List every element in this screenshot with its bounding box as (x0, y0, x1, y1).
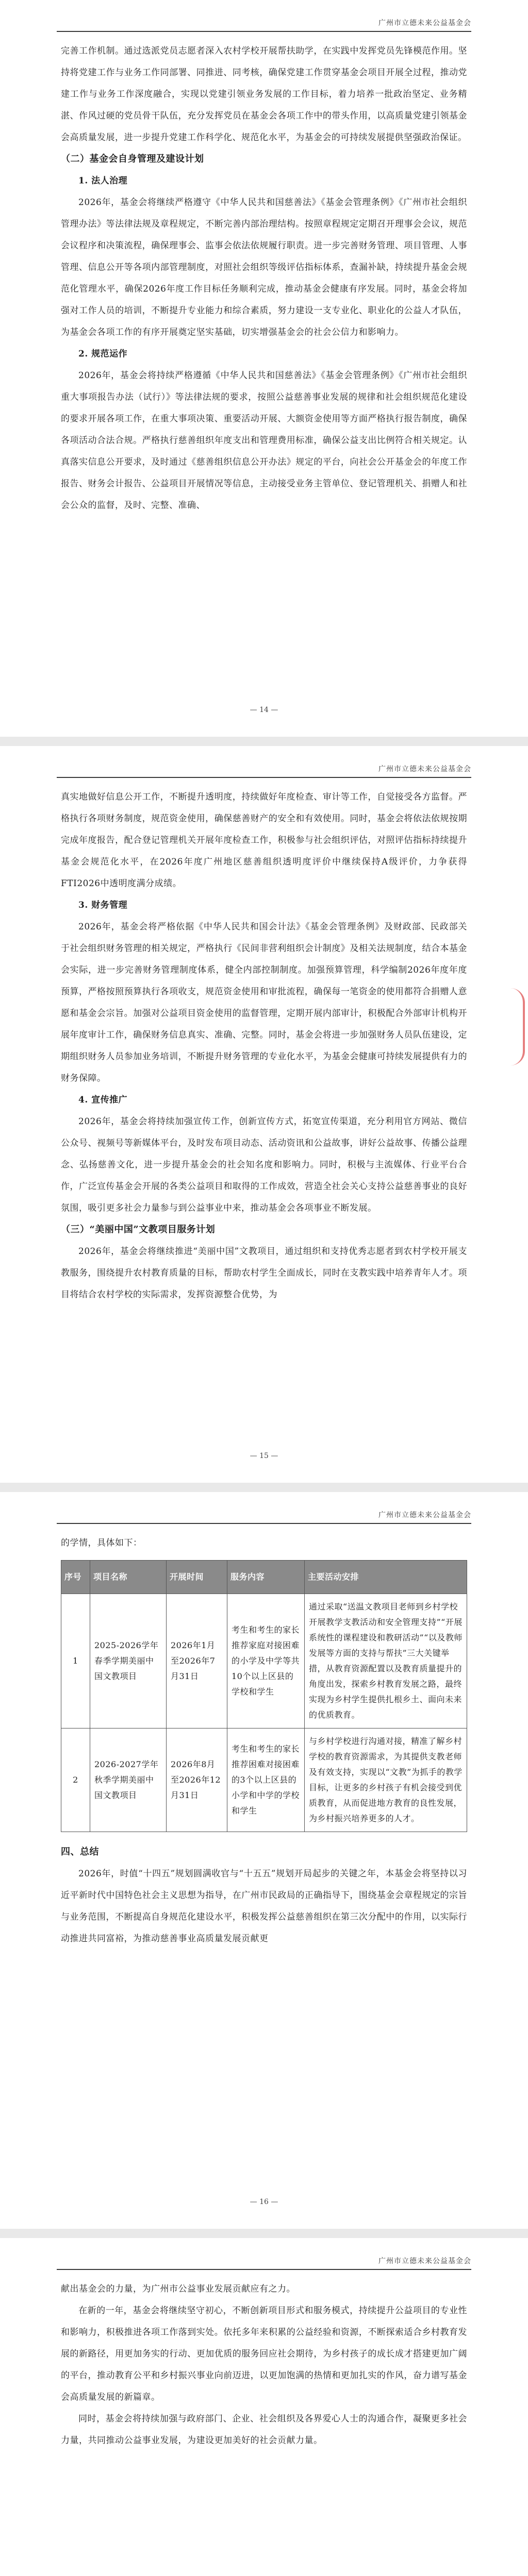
table-cell-time: 2026年8月至2026年12月31日 (167, 1728, 227, 1832)
table-header-row (61, 1561, 467, 1594)
document-page-1 (0, 0, 528, 737)
table-header-cell: 项目名称 (90, 1561, 167, 1594)
header-org-name: 广州市立德未来公益基金会 (378, 2257, 471, 2265)
document-page-4 (0, 2238, 528, 2576)
page-body (61, 1532, 467, 1950)
document-page-2 (0, 746, 528, 1483)
page-number: — 16 — (250, 2198, 278, 2206)
header-org-name: 广州市立德未来公益基金会 (378, 765, 471, 773)
table-header-cell: 开展时间 (167, 1561, 227, 1594)
page-header (57, 764, 471, 778)
project-plan-table (61, 1560, 467, 1832)
paragraph-operations: 2026年，基金会将持续严格遵循《中华人民共和国慈善法》《基金会管理条例》《广州市社会组织重大事项报告办法（试行）》等法律法规的要求，按照公益慈善事业发展的规律和社会组织规范化建设的要求开展各项工作，在重大事项决策、重要活动开展、大额资金使用等方面严格执行报告制度，确保各项活动合法合规。严格执行慈善组织年度支出和管理费用标准，确保公益支出比例符合相关规定。认真落实信息公开要求，及时通过《慈善组织信息公开办法》规定的平台，向社会公开基金会的年度工作报告、财务会计报告、公益项目开展情况等信息，主动接受业务主管单位、登记管理机关、捐赠人和社会公众的监督，及时、完整、准确、 (61, 370, 467, 511)
page-number: — 15 — (250, 1452, 278, 1460)
header-org-name: 广州市立德未来公益基金会 (378, 1511, 471, 1519)
table-cell-name: 2025-2026学年春季学期美丽中国文教项目 (90, 1594, 167, 1728)
page-body (61, 40, 467, 516)
paragraph-finance: 2026年，基金会将严格依据《中华人民共和国会计法》《基金会管理条例》及财政部、民政部关于社会组织财务管理的相关规定，严格执行《民间非营利组织会计制度》及相关法规制度，结合本基金会实际，进一步完善财务管理制度体系，健全内部控制制度。加强预算管理，科学编制2026年度年度预算，严格按照预算执行各项收支，规范资金使用和审批流程，确保每一笔资金的使用都符合捐赠人意愿和基金会宗旨。加强对公益项目资金使用的监督管理，定期开展内部审计，积极配合外部审计机构开展年度审计工作，确保财务信息真实、准确、完整。同时，基金会将进一步加强财务人员队伍建设，定期组织财务人员参加业务培训，不断提升财务管理的专业化水平，为基金会健康可持续发展提供有力的财务保障。 (61, 922, 467, 1083)
table-header-cell: 主要活动安排 (305, 1561, 467, 1594)
subheading-governance: 1. 法人治理 (78, 176, 128, 186)
table-cell-plan: 通过采取“送温文教项目老师到乡村学校开展教学支教活动和安全管理支持”“开展系统性的课程建设和教研活动”“以及教师发展等方面的支持与帮扶”三大关键举措，从教育资源配置以及教育质量提升的角度出发，探索乡村教育发展之路，最终实现为乡村学生提供扎根乡土、面向未来的优质教育。 (305, 1594, 467, 1728)
section-heading-summary: 四、总结 (61, 1846, 99, 1857)
page-separator (0, 737, 528, 746)
page-separator (0, 2229, 528, 2238)
header-org-name: 广州市立德未来公益基金会 (378, 19, 471, 27)
table-cell-service: 考生和考生的家长推荐家庭对接困难的小学及中学等共10个以上区县的学校和学生 (227, 1594, 305, 1728)
table-header-cell: 服务内容 (227, 1561, 305, 1594)
table-row (61, 1594, 467, 1728)
subheading-publicity: 4. 宣传推广 (78, 1095, 128, 1105)
paragraph-summary-1: 2026年，时值“十四五”规划圆满收官与“十五五”规划开局起步的关键之年，本基金会将坚持以习近平新时代中国特色社会主义思想为指导，在广州市民政局的正确指导下，围绕基金会章程规定的宗旨与业务范围，不断提高自身规范化建设水平，积极发挥公益慈善组织在第三次分配中的作用，以实际行动推进共同富裕，为推动慈善事业高质量发展贡献更 (61, 1869, 467, 1944)
paragraph-intro: 完善工作机制。通过选派党员志愿者深入农村学校开展帮扶助学，在实践中发挥党员先锋模范作用。坚持将党建工作与业务工作同部署、同推进、同考核，确保党建工作贯穿基金会项目开展全过程，推动党建工作与业务工作深度融合，实现以党建引领业务发展的工作目标，着力培养一批政治坚定、业务精湛、作风过硬的党员骨干队伍，充分发挥党员在基金会各项工作中的带头作用，以高质量党建引领基金会高质量发展，进一步提升党建工作科学化、规范化水平，为基金会的可持续发展提供坚强政治保证。 (61, 46, 467, 143)
section-heading-project: （三）“美丽中国”文教项目服务计划 (61, 1224, 216, 1235)
subheading-finance: 3. 财务管理 (78, 900, 128, 910)
paragraph-project: 2026年，基金会将继续推进“美丽中国”文教项目，通过组织和支持优秀志愿者到农村学校开展支教服务，围绕提升农村教育质量的目标，帮助农村学生全面成长，同时在支教实践中培养青年人才。项目将结合农村学校的实际需求，发挥资源整合优势，为 (61, 1246, 467, 1300)
paragraph-governance: 2026年，基金会将继续严格遵守《中华人民共和国慈善法》《基金会管理条例》《广州市社会组织管理办法》等法律法规及章程规定，不断完善内部治理结构。按照章程规定定期召开理事会会议，规范会议程序和决策流程，确保理事会、监事会依法依规履行职责。进一步完善财务管理、项目管理、人事管理、信息公开等各项内部管理制度，对照社会组织等级评估指标体系，查漏补缺，持续提升基金会规范化管理水平，确保2026年度工作目标任务顺利完成，推动基金会健康有序发展。同时，基金会将加强对工作人员的培训，不断提升专业能力和综合素质，努力建设一支专业化、职业化的公益人才队伍，为基金会各项工作的有序开展奠定坚实基础，切实增强基金会的社会公信力和影响力。 (61, 197, 467, 337)
page-separator (0, 1483, 528, 1492)
page-body (61, 786, 467, 1306)
subheading-operations: 2. 规范运作 (78, 349, 128, 359)
paragraph-summary-2: 在新的一年，基金会将继续坚守初心，不断创新项目形式和服务模式，持续提升公益项目的专业性和影响力，积极推进各项工作落到实处。依托多年来积累的公益经验和资源，不断探索适合乡村教育发展的新路径，用更加务实的行动、更加优质的服务回应社会期待，为乡村孩子的成长成才搭建更加广阔的平台，推动教育公平和乡村振兴事业向前迈进，以更加饱满的热情和更加扎实的作风，奋力谱写基金会高质量发展的新篇章。 (61, 2306, 467, 2402)
paragraph-summary-continued: 献出基金会的力量，为广州市公益事业发展贡献应有之力。 (61, 2284, 295, 2294)
section-heading-management: （二）基金会自身管理及建设计划 (61, 154, 204, 164)
page-number: — 14 — (250, 706, 278, 714)
table-cell-no: 2 (61, 1728, 90, 1832)
page-header (57, 2256, 471, 2270)
page-header (57, 1510, 471, 1524)
paragraph-summary-3: 同时，基金会将持续加强与政府部门、企业、社会组织及各界爱心人士的沟通合作，凝聚更多社会力量，共同推动公益事业发展，为建设更加美好的社会贡献力量。 (61, 2414, 467, 2446)
table-cell-plan: 与乡村学校进行沟通对接，精准了解乡村学校的教育资源需求，为其提供支教老师及有效支持，实现以“文教”为抓手的教学目标，让更多的乡村孩子有机会接受到优质教育，从而促进地方教育的良性发展，为乡村振兴培养更多的人才。 (305, 1728, 467, 1832)
table-cell-name: 2026-2027学年秋季学期美丽中国文教项目 (90, 1728, 167, 1832)
paragraph-table-intro: 的学情，具体如下： (61, 1538, 142, 1548)
table-cell-time: 2026年1月至2026年7月31日 (167, 1594, 227, 1728)
table-header-cell: 序号 (61, 1561, 90, 1594)
paragraph-publicity: 2026年，基金会将持续加强宣传工作，创新宣传方式，拓宽宣传渠道，充分利用官方网站、微信公众号、视频号等新媒体平台，及时发布项目动态、活动资讯和公益故事，讲好公益故事、传播公益理念、弘扬慈善文化，进一步提升基金会的社会知名度和影响力。同时，积极与主流媒体、行业平台合作，广泛宣传基金会开展的各类公益项目和取得的工作成效，营造全社会关心支持公益慈善事业的良好氛围，吸引更多社会力量参与到公益事业中来，推动基金会各项事业不断发展。 (61, 1116, 467, 1213)
table-cell-no: 1 (61, 1594, 90, 1728)
table-cell-service: 考生和考生的家长推荐困难对接困难的3个以上区县的小学和中学的学校和学生 (227, 1728, 305, 1832)
table-row (61, 1728, 467, 1832)
paragraph-ops-continued: 真实地做好信息公开工作，不断提升透明度，持续做好年度检查、审计等工作，自觉接受各方监督。严格执行各项财务制度，规范资金使用，确保慈善财产的安全和有效使用。同时，基金会将依法依规按期完成年度报告，配合登记管理机关开展年度检查工作，积极参与社会组织评估，对照评估指标持续提升基金会规范化水平，在2026年度广州地区慈善组织透明度评价中继续保持A级评价，力争获得FTI2026中透明度满分成绩。 (61, 792, 467, 889)
page-body (61, 2278, 467, 2451)
seal-edge-mark (510, 988, 525, 1065)
document-page-3 (0, 1492, 528, 2229)
page-header (57, 18, 471, 32)
